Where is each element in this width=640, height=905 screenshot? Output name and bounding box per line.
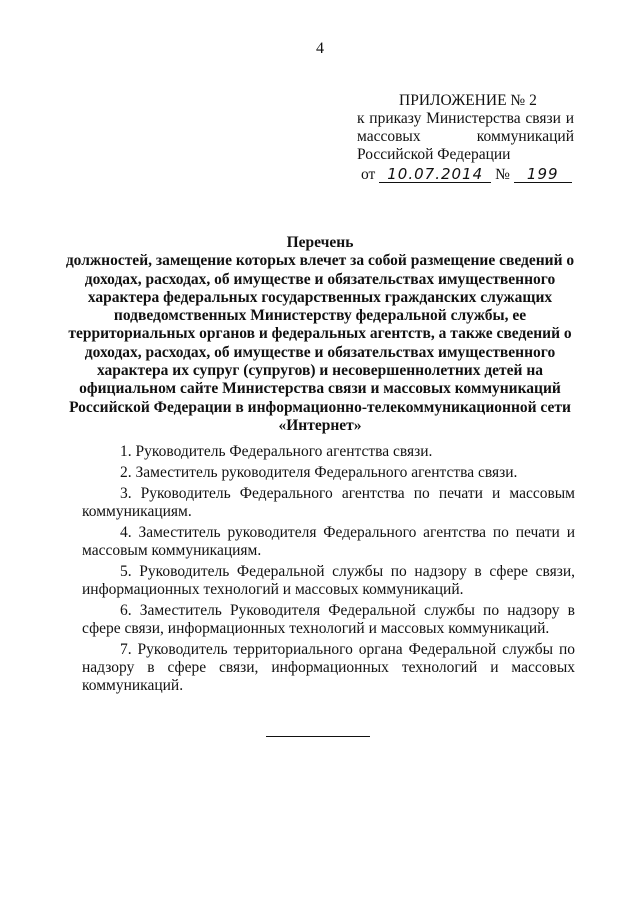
appendix-date-line [357, 166, 574, 184]
list-item: 4. Заместитель руководителя Федерального агентства по печати и массовым коммуникациям. [82, 524, 575, 559]
handwritten-date: 10.07.2014 [379, 166, 491, 183]
document-title [58, 234, 582, 435]
appendix-line-order: к приказу Министерства связи и [357, 110, 574, 127]
appendix-line-federation: Российской Федерации [357, 146, 511, 163]
list-item: 3. Руководитель Федерального агентства по печати и массовым коммуникациям. [82, 485, 575, 520]
appendix-line-ministry: массовых коммуникаций [357, 128, 574, 145]
appendix-heading: ПРИЛОЖЕНИЕ № 2 [399, 92, 537, 109]
list-item: 5. Руководитель Федеральной службы по надзору в сфере связи, информационных технологий и массовых коммуникаций. [82, 563, 575, 598]
closing-rule [266, 736, 370, 737]
page-number: 4 [316, 40, 324, 57]
number-prefix: № [495, 166, 510, 183]
positions-list [82, 443, 575, 698]
title-body: должностей, замещение которых влечет за собой размещение сведений о доходах, расходах, об имуществе и обязательствах имущественного характера федеральных государственных гражданских служащих подведомственных Министерству федеральной службы, ее территориальных органов и федеральных агентств, а также сведений о доходах, расходах, об имуществе и обязательствах имущественного характера их супруг (супругов) и несовершеннолетних детей на официальном сайте Министерства связи и массовых коммуникаций Российской Федерации в информационно-телекоммуникационной сети «Интернет» [65, 252, 575, 434]
date-prefix: от [361, 166, 376, 183]
list-item: 1. Руководитель Федерального агентства связи. [120, 443, 433, 460]
list-item: 7. Руководитель территориального органа Федеральной службы по надзору в сфере связи, информационных технологий и массовых коммуникаций. [82, 641, 575, 694]
list-item: 6. Заместитель Руководителя Федеральной службы по надзору в сфере связи, информационных технологий и массовых коммуникаций. [82, 602, 575, 637]
title-word: Перечень [286, 234, 354, 251]
appendix-block [357, 92, 574, 184]
list-item: 2. Заместитель руководителя Федерального агентства связи. [120, 464, 518, 481]
handwritten-number: 199 [514, 166, 572, 183]
